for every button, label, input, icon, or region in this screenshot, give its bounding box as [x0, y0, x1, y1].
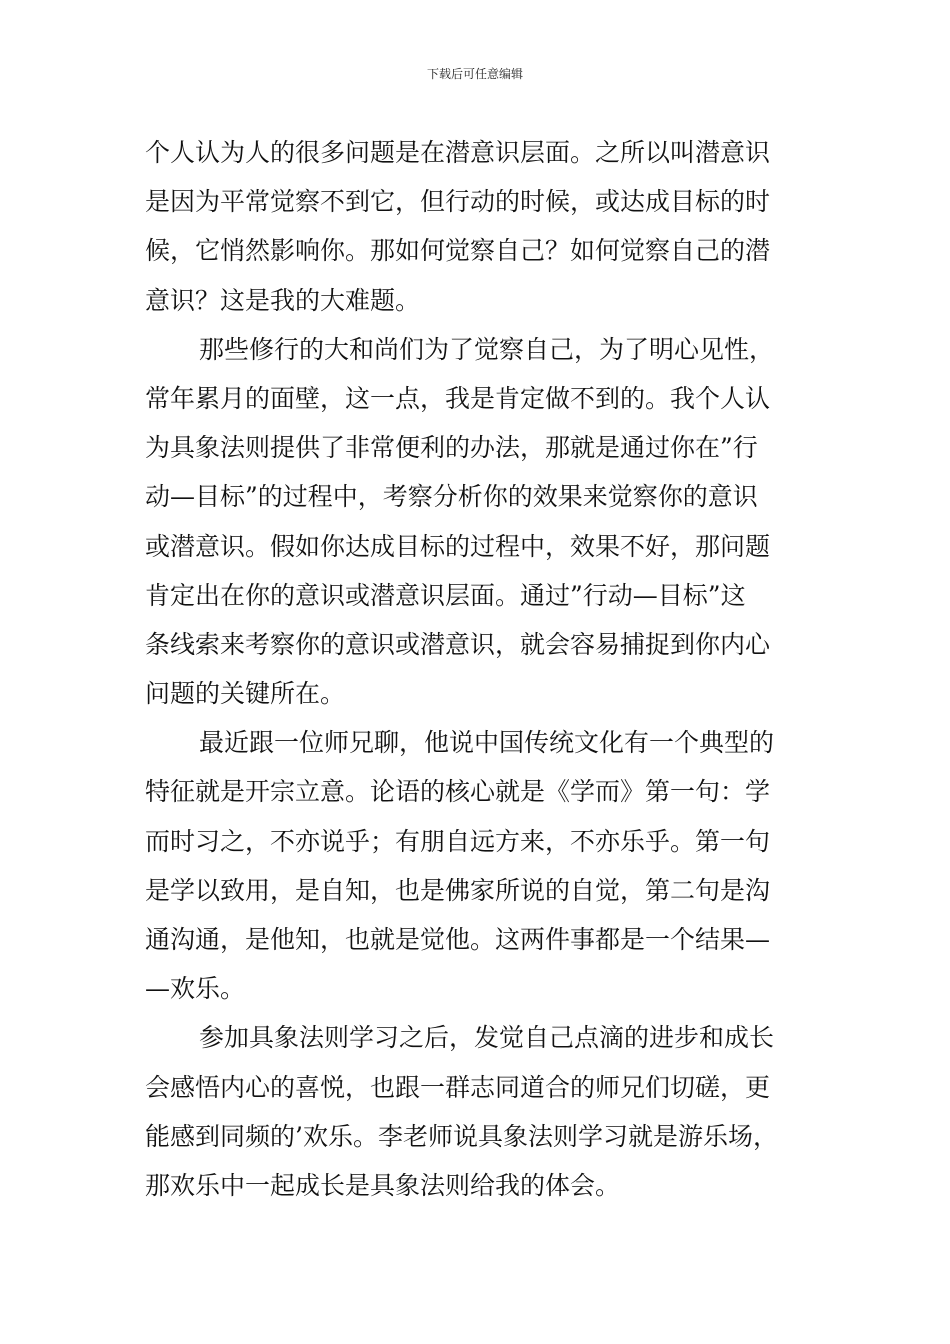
text-line: 个人认为人的很多问题是在潜意识层面。之所以叫潜意识 — [145, 138, 771, 167]
text-line-first: 那些修行的大和尚们为了觉察自己，为了明心见性， — [199, 334, 775, 364]
text-line: 意识？这是我的大难题。 — [145, 285, 421, 315]
text-line-first: 最近跟一位师兄聊，他说中国传统文化有一个典型的 — [199, 728, 775, 758]
text-line: 为具象法则提供了非常便利的办法，那就是通过你在”行 — [145, 433, 758, 463]
text-line: 问题的关键所在。 — [145, 679, 346, 709]
text-line: 通沟通，是他知，也就是觉他。这两件事都是一个结果— — [145, 925, 771, 954]
text-line: 或潜意识。假如你达成目标的过程中，效果不好，那问题 — [145, 531, 771, 561]
document-body — [145, 128, 815, 1210]
text-line: 特征就是开宗立意。论语的核心就是《学而》第一句：学 — [145, 777, 771, 807]
text-line: 常年累月的面壁，这一点，我是肯定做不到的。我个人认 — [145, 383, 771, 413]
page-header-note: 下载后可任意编辑 — [426, 67, 523, 81]
text-line: —欢乐。 — [145, 974, 246, 1004]
text-line-first: 参加具象法则学习之后，发觉自己点滴的进步和成长 — [199, 1023, 775, 1053]
text-line: 候，它悄然影响你。那如何觉察自己？如何觉察自己的潜 — [145, 236, 771, 266]
text-line: 而时习之，不亦说乎；有朋自远方来，不亦乐乎。第一句 — [145, 826, 771, 856]
text-line: 那欢乐中一起成长是具象法则给我的体会。 — [145, 1170, 621, 1200]
text-line: 能感到同频的’欢乐。李老师说具象法则学习就是游乐场， — [145, 1121, 778, 1151]
text-line: 是学以致用，是自知，也是佛家所说的自觉，第二句是沟 — [145, 875, 771, 905]
paragraph-1 — [145, 128, 815, 325]
text-line: 条线索来考察你的意识或潜意识，就会容易捕捉到你内心 — [145, 629, 771, 659]
text-line: 肯定出在你的意识或潜意识层面。通过”行动—目标”这 — [145, 580, 746, 610]
paragraph-3 — [145, 718, 815, 1013]
text-line: 是因为平常觉察不到它，但行动的时候，或达成目标的时 — [145, 187, 771, 217]
paragraph-2 — [145, 325, 815, 719]
text-line: 会感悟内心的喜悦，也跟一群志同道合的师兄们切磋，更 — [145, 1072, 771, 1102]
paragraph-4 — [145, 1013, 815, 1210]
text-line: 动—目标”的过程中，考察分析你的效果来觉察你的意识 — [145, 482, 758, 512]
